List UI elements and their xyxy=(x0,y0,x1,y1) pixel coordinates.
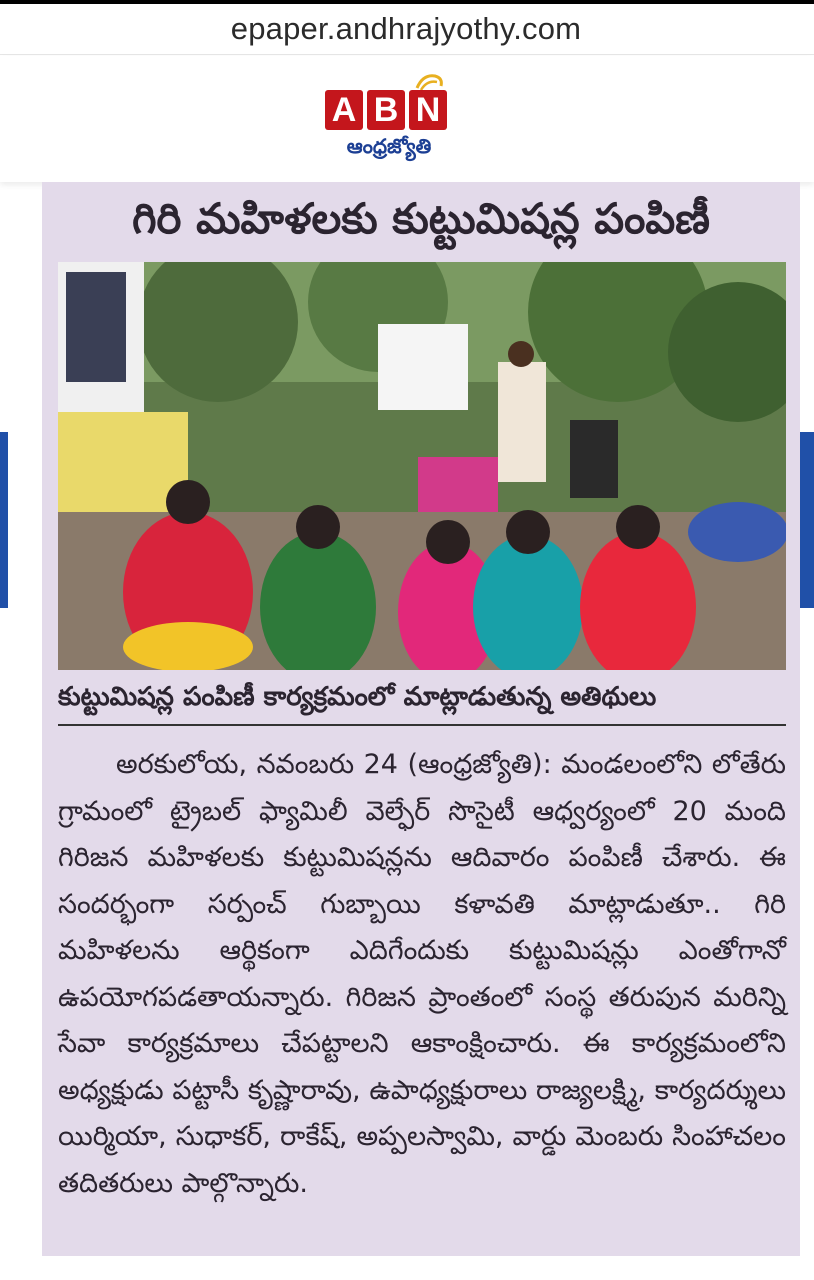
article-body xyxy=(58,742,786,1207)
photo-caption: కుట్టుమిషన్ల పంపిణీ కార్యక్రమంలో మాట్లాడుతున్న అతిథులు xyxy=(58,682,786,726)
article-clipping xyxy=(42,182,800,1256)
logo-letter-n: N xyxy=(409,90,447,130)
address-bar[interactable] xyxy=(0,4,814,55)
logo-subtitle: ఆంధ్రజ్యోతి xyxy=(346,134,432,158)
site-header xyxy=(0,56,814,182)
article-paragraph: అరకులోయ, నవంబరు 24 (ఆంధ్రజ్యోతి): మండలంలోని లోతేరు గ్రామంలో ట్రైబల్ ఫ్యామిలీ వెల్ఫేర్ సొసైటీ ఆధ్వర్యంలో 20 మంది గిరిజన మహిళలకు కుట్టుమిషన్లను ఆదివారం పంపిణీ చేశారు. ఈ సందర్భంగా సర్పంచ్ గుబ్బాయి కళావతి మాట్లాడుతూ.. గిరి మహిళలను ఆర్థికంగా ఎదిగేందుకు కుట్టుమిషన్లు ఎంతోగానో ఉపయోగపడతాయన్నారు. గిరిజన ప్రాంతంలో సంస్థ తరుపున మరిన్ని సేవా కార్యక్రమాలు చేపట్టాలని ఆకాంక్షించారు. ఈ కార్యక్రమంలోని అధ్యక్షుడు పట్టాసీ కృష్ణారావు, ఉపాధ్యక్షురాలు రాజ్యలక్ష్మి, కార్యదర్శులు యిర్మియా, సుధాకర్, రాకేష్, అప్పలస్వామి, వార్డు మెంబరు సింహాచలం తదితరులు పాల్గొన్నారు. xyxy=(58,749,786,1199)
logo-letter-a: A xyxy=(325,90,363,130)
article-headline: గిరి మహిళలకు కుట్టుమిషన్ల పంపిణీ xyxy=(132,194,710,243)
prev-page-tab[interactable] xyxy=(0,432,8,608)
photo-illustration xyxy=(58,262,786,670)
abn-logo[interactable] xyxy=(325,90,451,170)
logo-letter-b: B xyxy=(367,90,405,130)
url-text: epaper.andhrajyothy.com xyxy=(230,11,582,46)
article-photo[interactable] xyxy=(58,262,786,670)
logo-swirl-icon xyxy=(413,70,447,92)
logo-letters xyxy=(325,90,447,130)
